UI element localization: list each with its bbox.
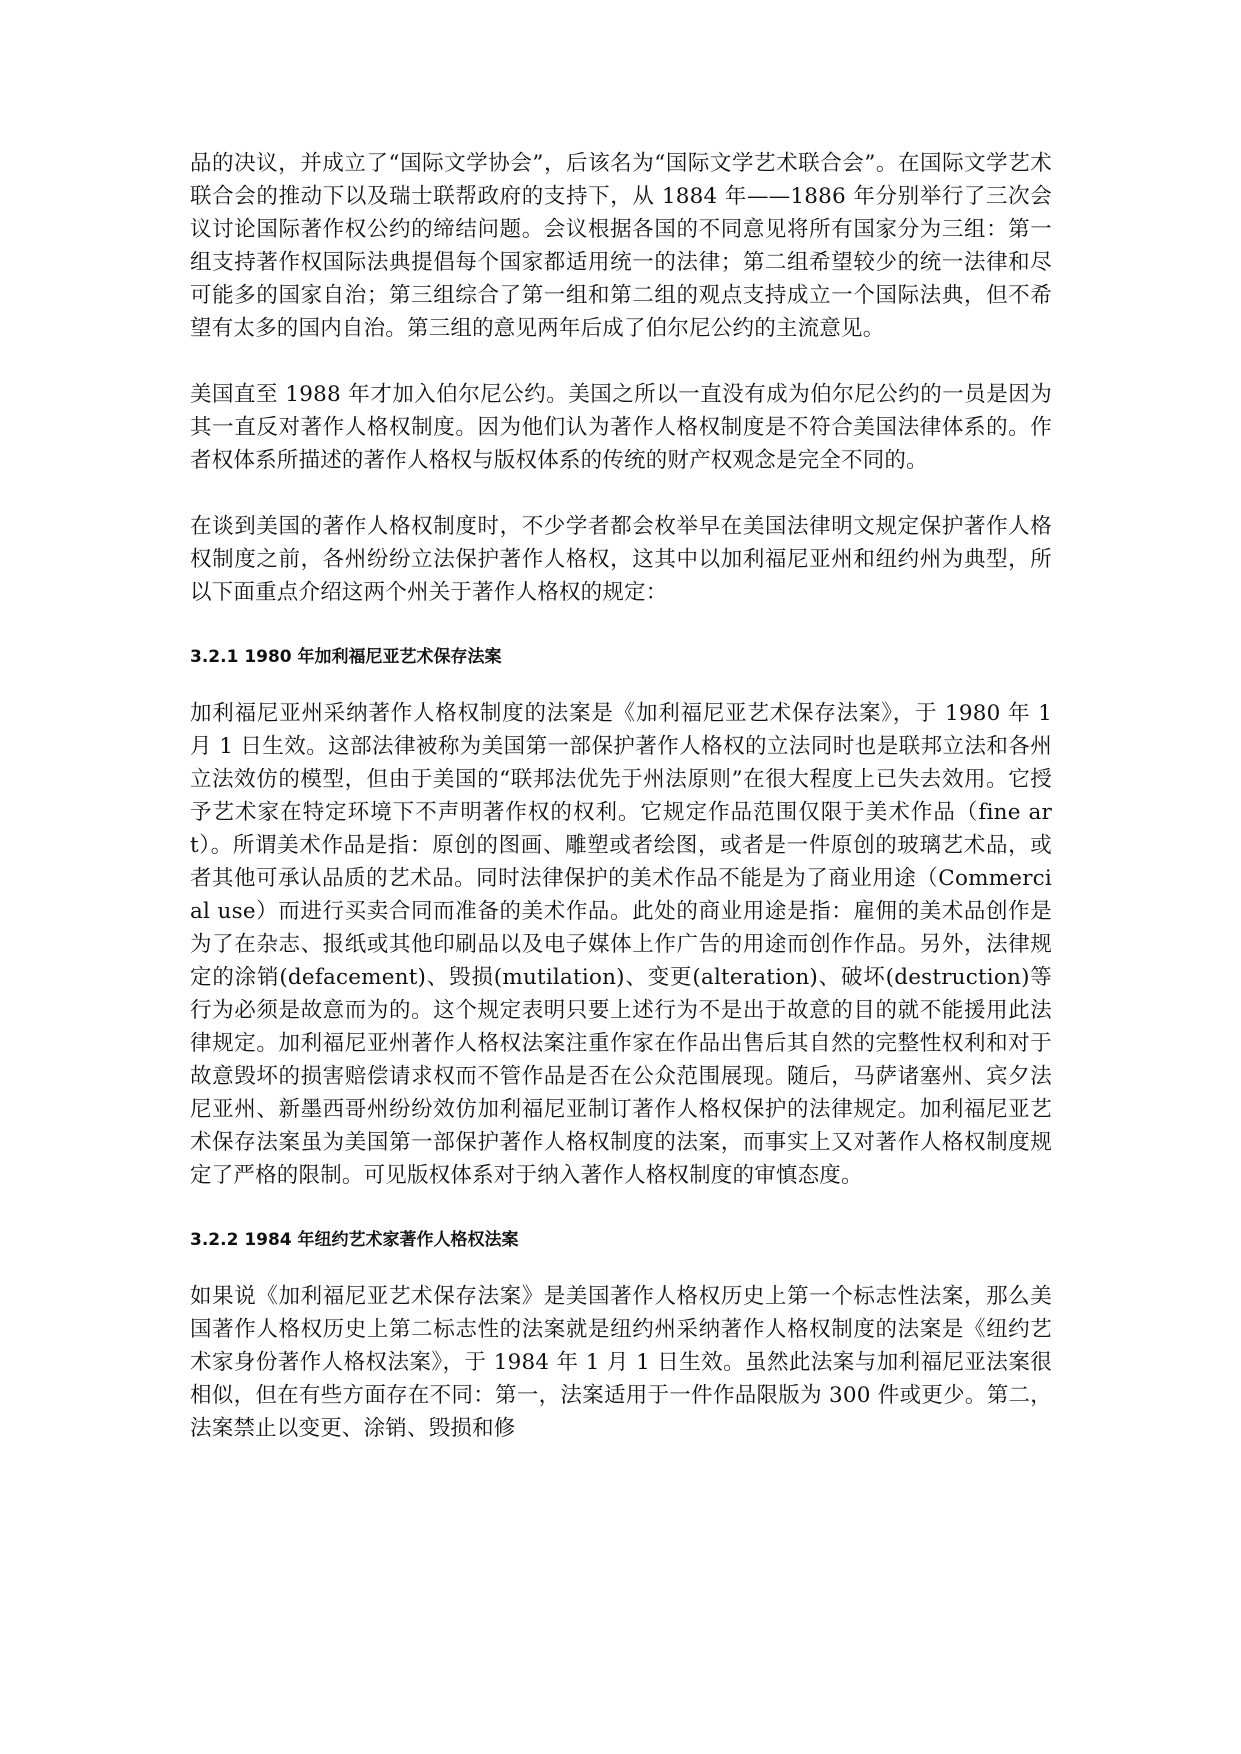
section-gap (190, 1252, 1052, 1280)
section-gap (190, 609, 1052, 645)
section-heading-new-york: 3.2.2 1984 年纽约艺术家著作人格权法案 (190, 1230, 519, 1250)
paragraph-california-act: 加利福尼亚州采纳著作人格权制度的法案是《加利福尼亚艺术保存法案》，于 1980 年 1 月 1 日生效。这部法律被称为美国第一部保护著作人格权的立法同时也是联邦立法和各州立法效仿的模型，但由于美国的“联邦法优先于州法原则”在很大程度上已失去效用。它授予艺术家在特定环境下不声明著作权的权利。它规定作品范围仅限于美术作品（fine art）。所谓美术作品是指：原创的图画、雕塑或者绘图，或者是一件原创的玻璃艺术品，或者其他可承认品质的艺术品。同时法律保护的美术作品不能是为了商业用途（Commercial use）而进行买卖合同而准备的美术作品。此处的商业用途是指：雇佣的美术品创作是为了在杂志、报纸或其他印刷品以及电子媒体上作广告的用途而创作作品。另外，法律规定的涂销(defacement)、毁损(mutilation)、变更(alteration)、破坏(destruction)等行为必须是故意而为的。这个规定表明只要上述行为不是出于故意的目的就不能援用此法律规定。加利福尼亚州著作人格权法案注重作家在作品出售后其自然的完整性权利和对于故意毁坏的损害赔偿请求权而不管作品是否在公众范围展现。随后，马萨诸塞州、宾夕法尼亚州、新墨西哥州纷纷效仿加利福尼亚制订著作人格权保护的法律规定。加利福尼亚艺术保存法案虽为美国第一部保护著作人格权制度的法案，而事实上又对著作人格权制度规定了严格的限制。可见版权体系对于纳入著作人格权制度的审慎态度。 (190, 701, 1052, 1188)
page-content (190, 147, 1052, 1445)
paragraph-new-york-act: 如果说《加利福尼亚艺术保存法案》是美国著作人格权历史上第一个标志性法案，那么美国著作人格权历史上第二标志性的法案就是纽约州采纳著作人格权制度的法案是《纽约艺术家身份著作人格权法案》，于 1984 年 1 月 1 日生效。虽然此法案与加利福尼亚法案很相似，但在有些方面存在不同：第一，法案适用于一件作品限版为 300 件或更少。第二，法案禁止以变更、涂销、毁损和修 (190, 1284, 1052, 1441)
section-gap (190, 1192, 1052, 1228)
paragraph-us-berne: 美国直至 1988 年才加入伯尔尼公约。美国之所以一直没有成为伯尔尼公约的一员是因为其一直反对著作人格权制度。因为他们认为著作人格权制度是不符合美国法律体系的。作者权体系所描述的著作人格权与版权体系的传统的财产权观念是完全不同的。 (190, 382, 1052, 473)
section-gap (190, 669, 1052, 697)
paragraph-gap (190, 345, 1052, 378)
section-heading-california: 3.2.1 1980 年加利福尼亚艺术保存法案 (190, 647, 502, 667)
paragraph-gap (190, 477, 1052, 510)
paragraph-state-legislation: 在谈到美国的著作人格权制度时，不少学者都会枚举早在美国法律明文规定保护著作人格权制度之前，各州纷纷立法保护著作人格权，这其中以加利福尼亚州和纽约州为典型，所以下面重点介绍这两个州关于著作人格权的规定： (190, 514, 1052, 605)
paragraph-berne-history: 品的决议，并成立了“国际文学协会”，后该名为“国际文学艺术联合会”。在国际文学艺术联合会的推动下以及瑞士联帮政府的支持下，从 1884 年——1886 年分别举行了三次会议讨论国际著作权公约的缔结问题。会议根据各国的不同意见将所有国家分为三组：第一组支持著作权国际法典提倡每个国家都适用统一的法律；第二组希望较少的统一法律和尽可能多的国家自治；第三组综合了第一组和第二组的观点支持成立一个国际法典，但不希望有太多的国内自治。第三组的意见两年后成了伯尔尼公约的主流意见。 (190, 151, 1052, 341)
